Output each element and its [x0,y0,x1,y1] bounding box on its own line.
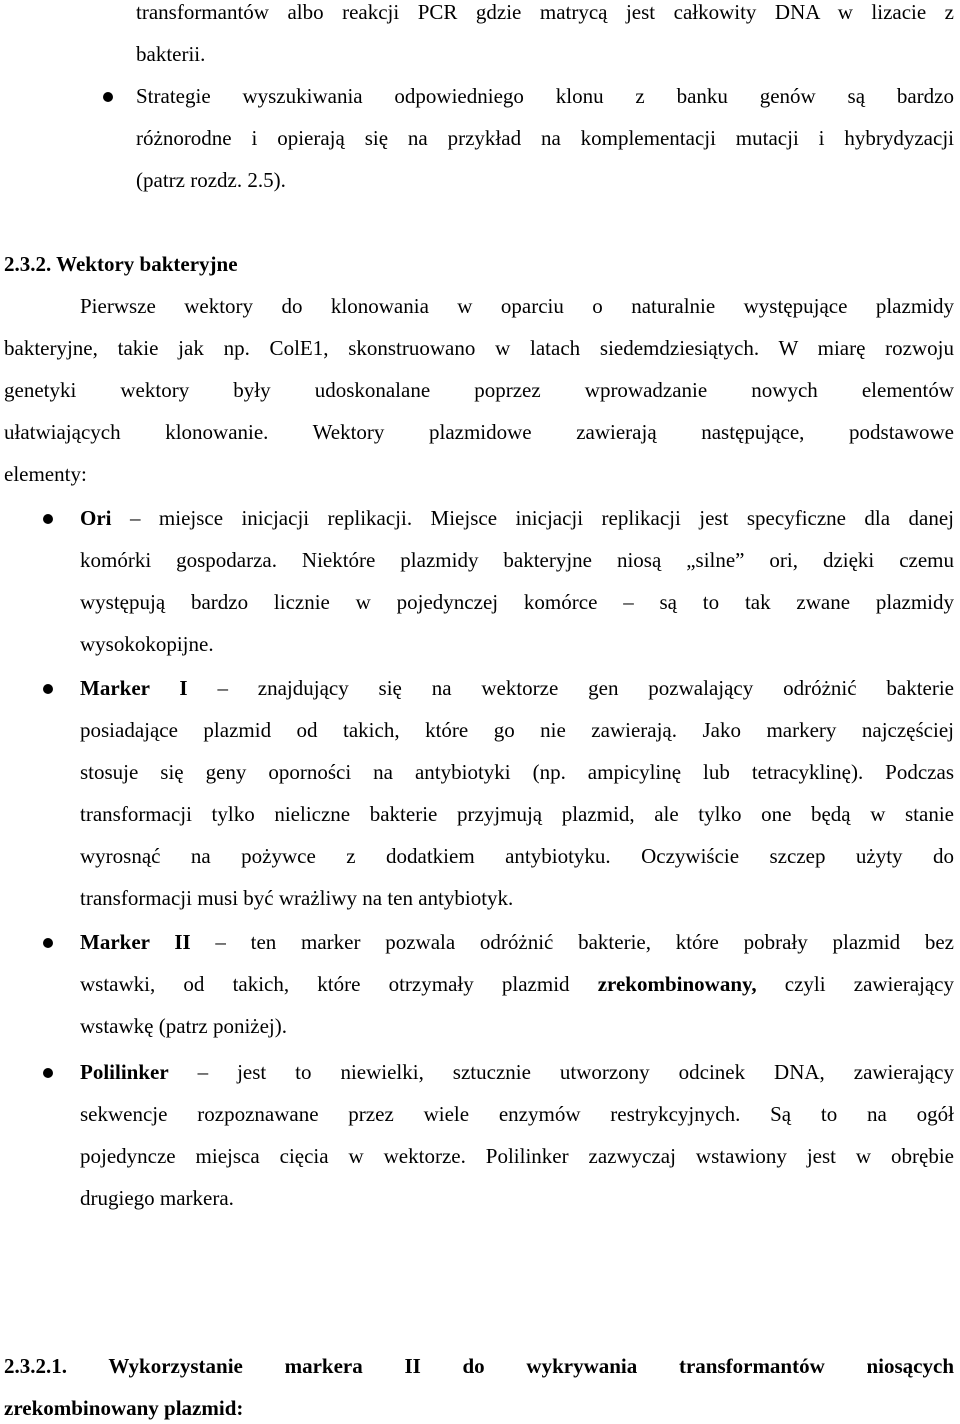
term-marker-2: Marker II [80,930,191,954]
subsection-heading: 2.3.2.1. Wykorzystanie markera II do wykrywania transformantów niosących [4,1354,954,1378]
paragraph-line: wstawkę (patrz poniżej). [80,1014,287,1038]
list-item-text: bakterii. [136,42,206,66]
list-item-text: transformantów albo reakcji PCR gdzie matrycą jest całkowity DNA w lizacie z [136,0,954,24]
marker-1-text: – znajdujący się na wektorze gen pozwalający odróżnić bakterie [217,676,954,700]
list-item-ori [80,508,954,529]
subsection-heading: zrekombinowany plazmid: [4,1396,244,1420]
term-ori: Ori [80,506,112,530]
marker-2-text: czyli zawierający [784,972,955,996]
bullet-icon [103,92,113,102]
list-item-polilinker [80,1062,954,1083]
paragraph-line: sekwencje rozpoznawane przez wiele enzymów restrykcyjnych. Są to na ogół [80,1102,954,1126]
list-item-text: różnorodne i opierają się na przykład na komplementacji mutacji i hybrydyzacji [136,126,954,150]
paragraph-line: Pierwsze wektory do klonowania w oparciu o naturalnie występujące plazmidy [80,294,954,318]
polilinker-text: – jest to niewielki, sztucznie utworzony odcinek DNA, zawierający [197,1060,954,1084]
section-heading: 2.3.2. Wektory bakteryjne [4,252,238,276]
list-item-marker-1 [80,678,954,699]
paragraph-line: pojedyncze miejsca cięcia w wektorze. Polilinker zazwyczaj wstawiony jest w obrębie [80,1144,954,1168]
bullet-icon [43,938,53,948]
paragraph-line [80,974,954,995]
bullet-icon [43,1068,53,1078]
term-polilinker: Polilinker [80,1060,169,1084]
list-item-marker-2 [80,932,954,953]
paragraph-line: wyrosnąć na pożywce z dodatkiem antybiotyku. Oczywiście szczep użyty do [80,844,954,868]
paragraph-line: posiadające plazmid od takich, które go nie zawierają. Jako markery najczęściej [80,718,954,742]
marker-2-text: – ten marker pozwala odróżnić bakterie, które pobrały plazmid bez [215,930,954,954]
paragraph-line: bakteryjne, takie jak np. ColE1, skonstruowano w latach siedemdziesiątych. W miarę rozwoju [4,336,954,360]
paragraph-line: drugiego markera. [80,1186,234,1210]
paragraph-line: elementy: [4,462,87,486]
paragraph-line: wysokokopijne. [80,632,214,656]
paragraph-line: transformacji tylko nieliczne bakterie przyjmują plazmid, ale tylko one będą w stanie [80,802,954,826]
paragraph-line: występują bardzo licznie w pojedynczej komórce – są to tak zwane plazmidy [80,590,954,614]
paragraph-line: ułatwiających klonowanie. Wektory plazmidowe zawierają następujące, podstawowe [4,420,954,444]
term-marker-1: Marker I [80,676,188,700]
list-item-text: (patrz rozdz. 2.5). [136,168,286,192]
paragraph-line: stosuje się geny oporności na antybiotyki (np. ampicylinę lub tetracyklinę). Podczas [80,760,954,784]
paragraph-line: transformacji musi być wrażliwy na ten antybiotyk. [80,886,514,910]
term-recombinant: zrekombinowany, [597,972,757,996]
paragraph-line: genetyki wektory były udoskonalane poprzez wprowadzanie nowych elementów [4,378,954,402]
marker-2-text: wstawki, od takich, które otrzymały plazmid [80,972,570,996]
paragraph-line: komórki gospodarza. Niektóre plazmidy bakteryjne niosą „silne” ori, dzięki czemu [80,548,954,572]
bullet-icon [43,684,53,694]
list-item-text: Strategie wyszukiwania odpowiedniego klonu z banku genów są bardzo [136,84,954,108]
ori-text: – miejsce inicjacji replikacji. Miejsce inicjacji replikacji jest specyficzne dla danej [129,506,955,530]
bullet-icon [43,514,53,524]
